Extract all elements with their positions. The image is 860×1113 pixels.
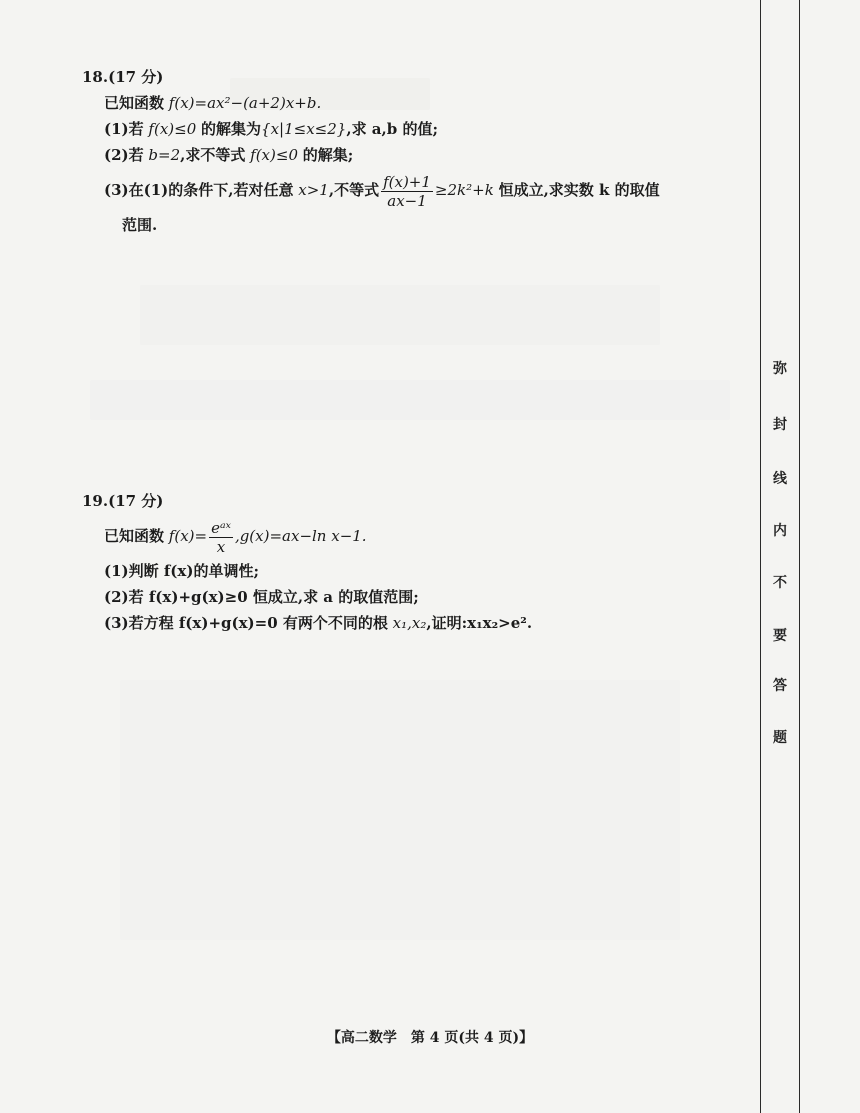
part-text: 范围. <box>122 216 158 234</box>
solution-set: {x|1≤x≤2} <box>261 120 347 138</box>
binding-line-left <box>760 0 761 1113</box>
binding-char: 线 <box>773 471 787 487</box>
question-intro <box>82 514 750 558</box>
sub-question-2 <box>82 584 750 610</box>
part-text: (1)判断 f(x)的单调性; <box>104 562 259 580</box>
condition: x>1 <box>298 181 329 199</box>
sub-question-3-cont <box>82 212 750 238</box>
part-text: (2)若 f(x)+g(x)≥0 恒成立,求 a 的取值范围; <box>104 588 419 606</box>
part-text: ,证明:x₁x₂>e². <box>426 614 533 632</box>
inequality-rhs: ≥2k²+k <box>434 181 494 199</box>
condition: b=2 <box>148 146 181 164</box>
binding-char: 内 <box>773 523 787 539</box>
page-footer: 【高二数学 第 4 页(共 4 页)】 <box>326 1030 534 1046</box>
sub-question-3 <box>82 610 750 636</box>
fraction-denominator: x <box>216 537 226 556</box>
question-number: 19. <box>82 492 109 510</box>
fraction <box>209 519 233 556</box>
fraction-numerator: eᵃˣ <box>211 518 231 537</box>
part-label: (2)若 <box>104 146 144 164</box>
binding-char: 封 <box>773 417 787 433</box>
question-points: (17 分) <box>108 68 164 86</box>
binding-char: 不 <box>773 575 787 591</box>
sub-question-1 <box>82 558 750 584</box>
bleed-through-shadow <box>120 680 680 940</box>
bleed-through-shadow <box>140 285 660 345</box>
intro-text: 已知函数 <box>104 527 165 545</box>
part-text: 的解集为 <box>201 120 262 138</box>
question-19 <box>82 488 750 636</box>
sub-question-2 <box>82 142 750 168</box>
function-definition: f(x)=ax²−(a+2)x+b. <box>168 94 322 112</box>
part-text: 的解集; <box>302 146 354 164</box>
fraction-numerator: f(x)+1 <box>383 172 431 191</box>
sub-question-1 <box>82 116 750 142</box>
question-intro <box>82 90 750 116</box>
binding-char: 答 <box>773 678 787 694</box>
part-text: 恒成立,求实数 k 的取值 <box>498 181 660 199</box>
question-number: 18. <box>82 68 109 86</box>
bleed-through-shadow <box>90 380 730 420</box>
sub-question-3 <box>82 168 750 212</box>
part-text: ,求不等式 <box>180 146 246 164</box>
fraction <box>381 173 433 210</box>
binding-line-right <box>799 0 800 1113</box>
part-label: (3)若方程 f(x)+g(x)=0 有两个不同的根 <box>104 614 388 632</box>
binding-margin <box>760 0 800 1113</box>
part-label: (3)在(1)的条件下,若对任意 <box>104 181 294 199</box>
part-text: ,不等式 <box>328 181 380 199</box>
binding-char: 要 <box>773 628 787 644</box>
fraction-denominator: ax−1 <box>387 191 427 210</box>
binding-char: 题 <box>773 730 787 746</box>
binding-char: 弥 <box>773 361 787 377</box>
intro-text: 已知函数 <box>104 94 165 112</box>
question-header <box>82 64 750 90</box>
inequality: f(x)≤0 <box>148 120 197 138</box>
inequality: f(x)≤0 <box>250 146 298 164</box>
function-g-definition: ,g(x)=ax−ln x−1. <box>234 527 367 545</box>
question-header <box>82 488 750 514</box>
question-points: (17 分) <box>108 492 164 510</box>
roots: x₁,x₂ <box>392 614 427 632</box>
question-18 <box>82 64 750 238</box>
part-label: (1)若 <box>104 120 144 138</box>
part-text: ,求 a,b 的值; <box>346 120 438 138</box>
function-f-lhs: f(x)= <box>168 527 208 545</box>
